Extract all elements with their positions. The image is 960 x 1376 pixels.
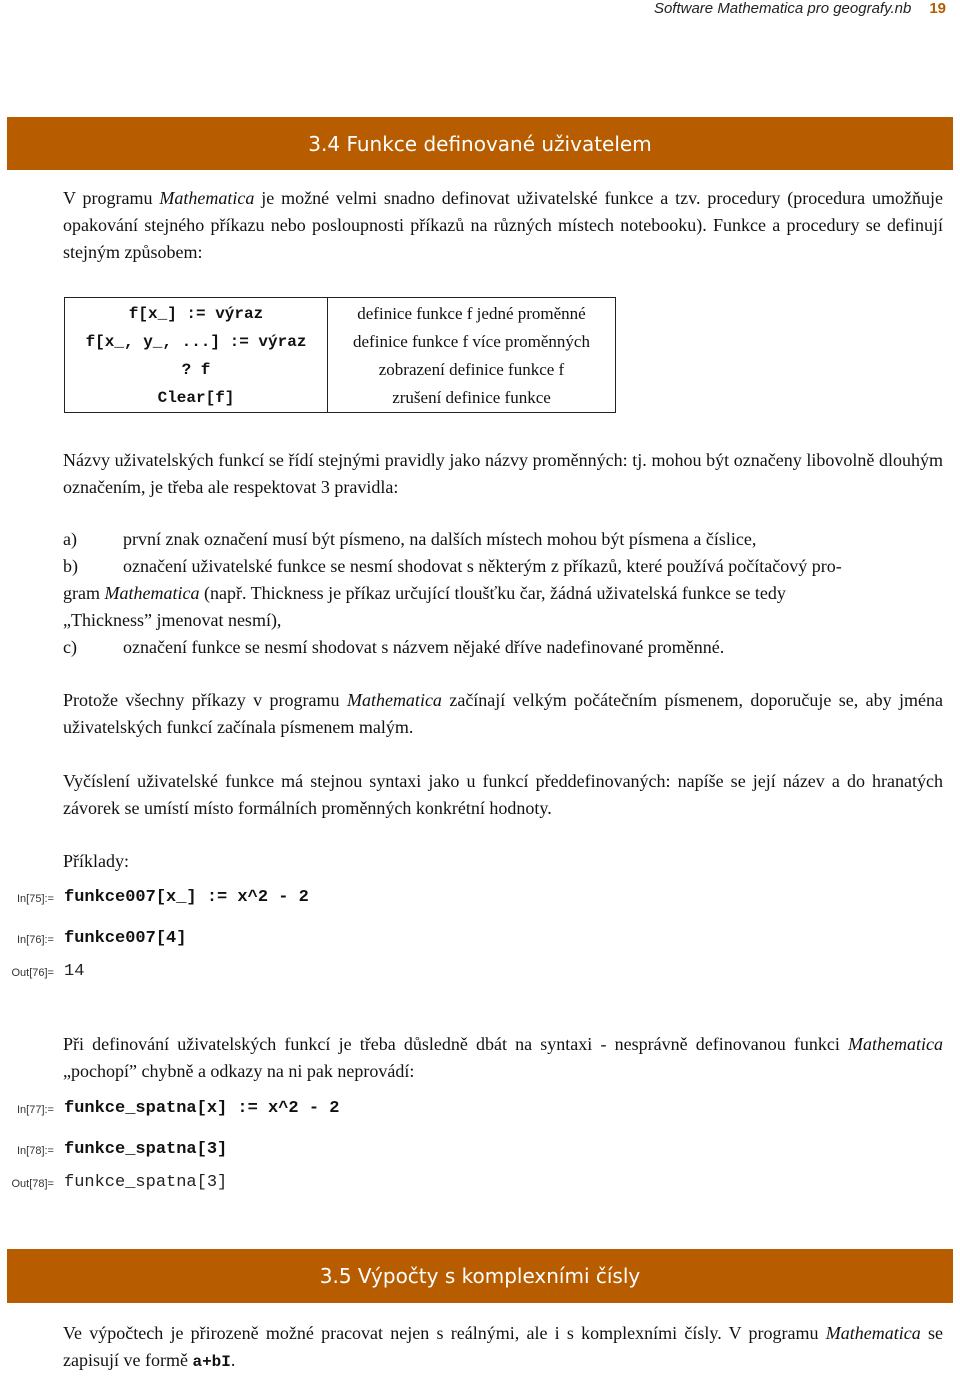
- rule-a-label: a): [63, 529, 77, 549]
- section-title: 3.5 Výpočty s komplexními čísly: [319, 1264, 641, 1288]
- cell-label: In[78]:=: [16, 1145, 54, 1157]
- input-cell[interactable]: funkce007[4]: [64, 929, 187, 948]
- intro-paragraph: V programu Mathematica je možné velmi snadno definovat uživatelské funkce a tzv. procedury (procedura umožňuje opakování stejného příkazu nebo posloupnosti příkazů na různých místech notebooku). Funkce a procedury se definují stejným způsobem:: [63, 188, 944, 262]
- table-row: [65, 384, 616, 413]
- definition-table: [64, 297, 616, 413]
- capitals-paragraph: Protože všechny příkazy v programu Mathematica začínají velkým počátečním písmenem, doporučuje se, aby jména uživatelských funkcí začínala písmenem malým.: [63, 690, 944, 737]
- rule-c-text: označení funkce se nesmí shodovat s názvem nějaké dříve nadefinované proměnné.: [123, 637, 725, 657]
- code-cell: Clear[f]: [65, 384, 328, 413]
- rule-b-continuation-2: „Thickness” jmenovat nesmí),: [63, 610, 282, 630]
- cell-label: In[77]:=: [16, 1104, 54, 1116]
- description-cell: zobrazení definice funkce f: [378, 360, 565, 379]
- rule-b-continuation: gram Mathematica (např. Thickness je příkaz určující tloušťku čar, žádná uživatelská funkce se tedy: [63, 583, 786, 603]
- input-cell[interactable]: funkce_spatna[3]: [64, 1140, 228, 1159]
- description-cell: zrušení definice funkce: [392, 388, 551, 407]
- document-title: Software Mathematica pro geografy.nb: [653, 0, 912, 17]
- section-heading-3-5: [7, 1249, 953, 1303]
- output-cell: funkce_spatna[3]: [64, 1173, 228, 1192]
- rule-b-label: b): [63, 556, 78, 576]
- output-cell: 14: [64, 962, 85, 981]
- cell-label: Out[76]=: [11, 967, 54, 979]
- examples-label: Příklady:: [63, 851, 129, 871]
- names-paragraph: Názvy uživatelských funkcí se řídí stejnými pravidly jako názvy proměnných: tj. mohou být označeny libovolně dlouhým označením, je třeba ale respektovat 3 pravidla:: [63, 450, 943, 497]
- description-cell: definice funkce f více proměnných: [353, 332, 590, 351]
- section-title: 3.4 Funkce definované uživatelem: [308, 131, 652, 156]
- code-cell: f[x_, y_, ...] := výraz: [65, 328, 328, 356]
- cell-label: In[76]:=: [16, 934, 54, 946]
- code-cell: ? f: [65, 356, 328, 384]
- code-cell: f[x_] := výraz: [65, 298, 328, 329]
- cell-label: In[75]:=: [16, 893, 54, 905]
- input-cell[interactable]: funkce007[x_] := x^2 - 2: [64, 888, 309, 907]
- syntax-paragraph: Při definování uživatelských funkcí je třeba důsledně dbát na syntaxi - nesprávně definovanou funkci Mathematica „pochopí” chybně a odkazy na ni pak neprovádí:: [63, 1034, 943, 1081]
- description-cell: definice funkce f jedné proměnné: [357, 304, 586, 323]
- cell-label: Out[78]=: [11, 1178, 54, 1190]
- section-heading-3-4: [7, 117, 953, 170]
- inline-code: a+bI: [192, 1353, 231, 1371]
- evaluation-paragraph: Vyčíslení uživatelské funkce má stejnou syntaxi jako u funkcí předdefinovaných: napíše se její název a do hranatých závorek se umístí místo formálních proměnných konkrétní hodnoty.: [63, 771, 943, 818]
- table-row: [65, 298, 616, 329]
- table-row: [65, 328, 616, 356]
- running-header: [654, 0, 946, 17]
- rule-b-text: označení uživatelské funkce se nesmí shodovat s některým z příkazů, které používá počítačový pro-: [123, 556, 842, 576]
- table-row: [65, 356, 616, 384]
- input-cell[interactable]: funkce_spatna[x] := x^2 - 2: [64, 1099, 340, 1118]
- page-number: 19: [929, 0, 946, 17]
- rule-a-text: první znak označení musí být písmeno, na dalších místech mohou být písmena a číslice,: [123, 529, 757, 549]
- rule-c-label: c): [63, 637, 77, 657]
- complex-paragraph: Ve výpočtech je přirozeně možné pracovat nejen s reálnými, ale i s komplexními čísly. V programu Mathematica se zapisují ve formě a+bI.: [63, 1323, 943, 1371]
